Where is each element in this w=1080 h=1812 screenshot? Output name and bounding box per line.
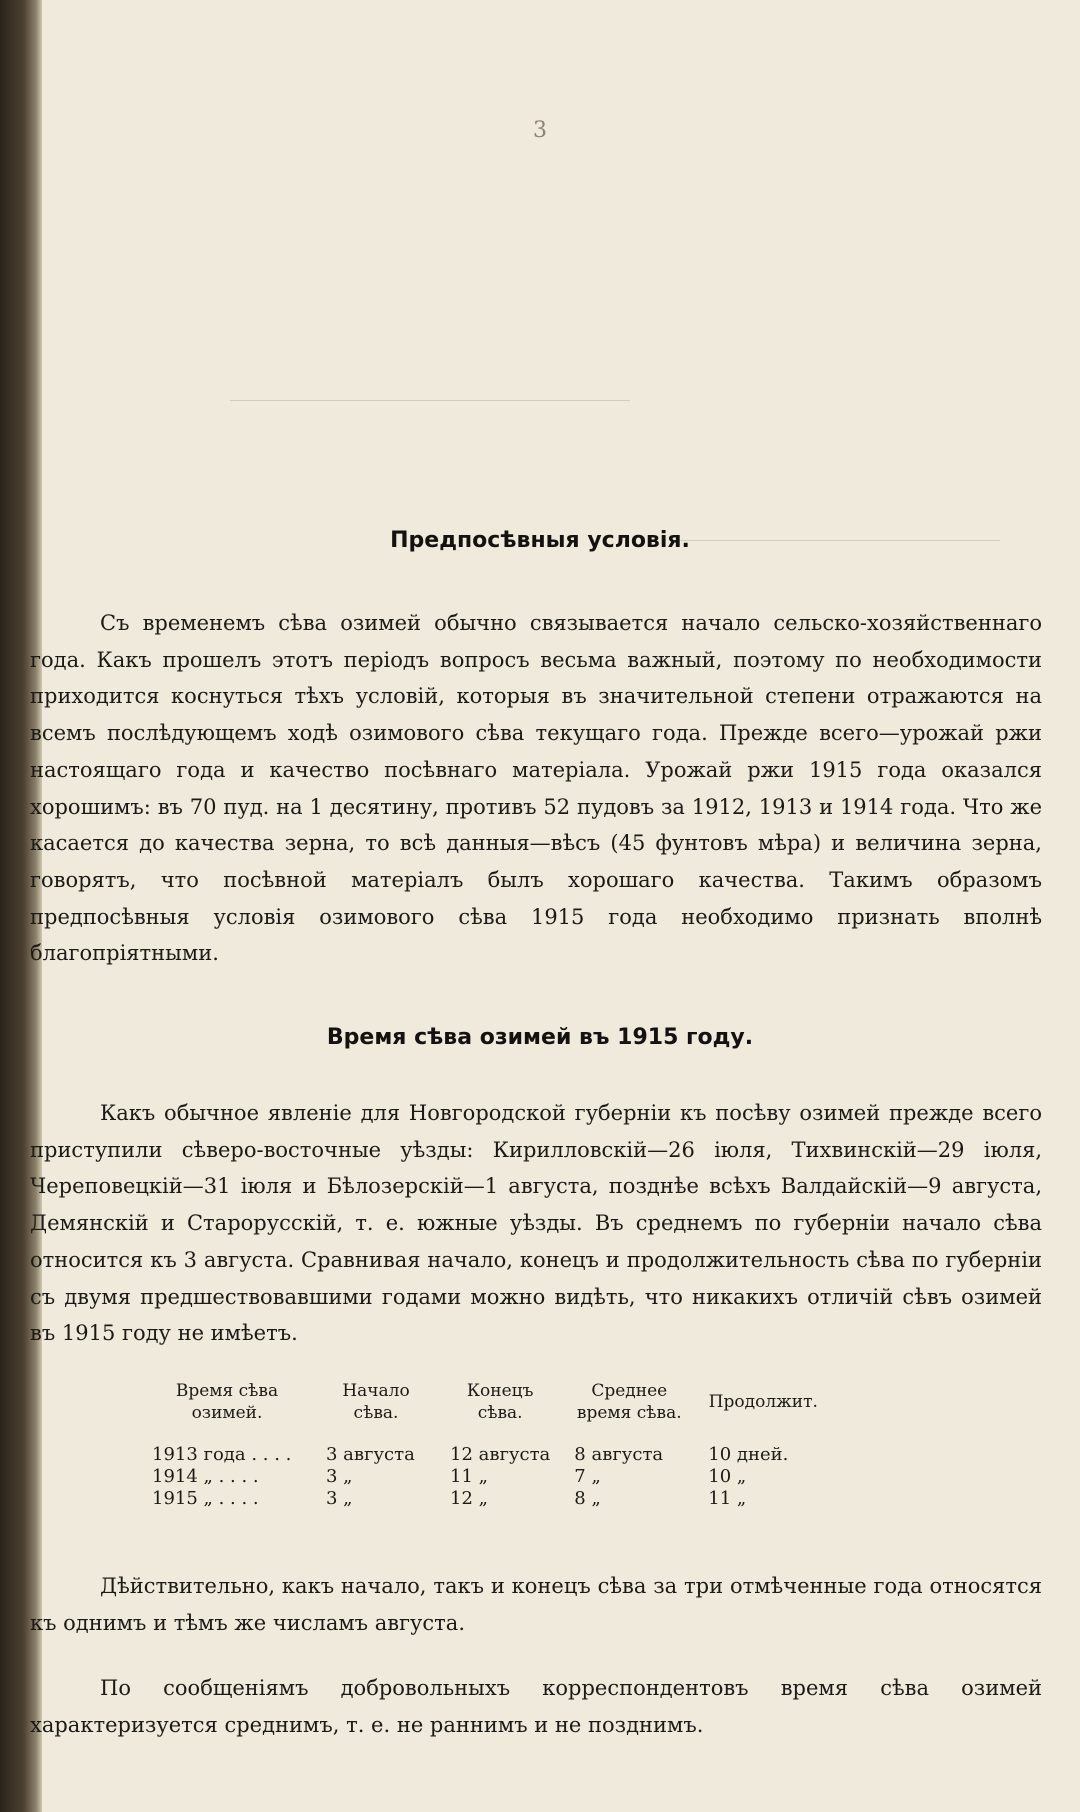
table-row (140, 1488, 830, 1510)
table-cell: 1914 „ . . . . (152, 1466, 259, 1487)
table-row (140, 1466, 830, 1488)
column-header: Начало сѣва. (342, 1381, 410, 1423)
table-cell: 11 „ (450, 1466, 488, 1487)
table-cell: 7 „ (574, 1466, 601, 1487)
column-header: Продолжит. (708, 1392, 818, 1412)
table-cell: 1913 года . . . . (152, 1444, 292, 1465)
column-header: Конецъ сѣва. (466, 1381, 534, 1423)
column-header: Время сѣва озимей. (175, 1381, 279, 1423)
table-cell: 1915 „ . . . . (152, 1488, 259, 1509)
table-cell: 3 августа (326, 1444, 415, 1465)
paragraph: По сообщеніямъ добровольныхъ корреспондентовъ время сѣва озимей характеризуется среднимъ, т. е. не раннимъ и не позднимъ. (30, 1676, 1042, 1737)
paragraph: Съ временемъ сѣва озимей обычно связывается начало сельско-хозяйственнаго года. Какъ прошелъ этотъ періодъ вопросъ весьма важный, поэтому по необходимости приходится коснуться тѣхъ условій, которыя въ значительной степени отражаются на всемъ послѣдующемъ ходѣ озимового сѣва текущаго года. Прежде всего—урожай ржи настоящаго года и качество посѣвнаго матеріала. Урожай ржи 1915 года оказался хорошимъ: въ 70 пуд. на 1 десятину, противъ 52 пудовъ за 1912, 1913 и 1914 года. Что же касается до качества зерна, то всѣ данныя—вѣсъ (45 фунтовъ мѣра) и величина зерна, говорятъ, что посѣвной матеріалъ былъ хорошаго качества. Такимъ образомъ предпосѣвныя условія озимового сѣва 1915 года необходимо признать вполнѣ благопріятными. (30, 611, 1042, 966)
table-cell: 8 августа (574, 1444, 664, 1465)
table-cell: 12 „ (450, 1488, 488, 1509)
sowing-time-table (140, 1380, 830, 1510)
paragraph: Дѣйствительно, какъ начало, такъ и конецъ сѣва за три отмѣченные года относятся къ однимъ и тѣмъ же числамъ августа. (30, 1574, 1042, 1635)
table-row (140, 1444, 830, 1466)
table-cell: 10 дней. (708, 1444, 789, 1465)
section-heading: Время сѣва озимей въ 1915 году. (326, 1025, 754, 1050)
table-cell: 10 „ (708, 1466, 747, 1487)
paragraph: Какъ обычное явленіе для Новгородской губерніи къ посѣву озимей прежде всего приступили сѣверо-восточные уѣзды: Кирилловскій—26 іюля, Тихвинскій—29 іюля, Череповецкій—31 іюля и Бѣлозерскій—1 августа, позднѣе всѣхъ Валдайскій—9 августа, Демянскій и Старорусскій, т. е. южные уѣзды. Въ среднемъ по губерніи начало сѣва относится къ 3 августа. Сравнивая начало, конецъ и продолжительность сѣва по губерніи съ двумя предшествовавшими годами можно видѣть, что никакихъ отличій сѣвъ озимей въ 1915 году не имѣетъ. (30, 1101, 1042, 1346)
table-cell: 11 „ (708, 1488, 747, 1509)
bleed-through-rule (230, 400, 630, 401)
column-header: Среднее время сѣва. (576, 1381, 682, 1423)
table-cell: 3 „ (326, 1488, 353, 1509)
page-number: 3 (533, 118, 547, 143)
table-cell: 8 „ (574, 1488, 601, 1509)
section-heading: Предпосѣвныя условія. (390, 528, 690, 553)
table-cell: 12 августа (450, 1444, 551, 1465)
table-header-row (140, 1380, 830, 1444)
table-cell: 3 „ (326, 1466, 353, 1487)
